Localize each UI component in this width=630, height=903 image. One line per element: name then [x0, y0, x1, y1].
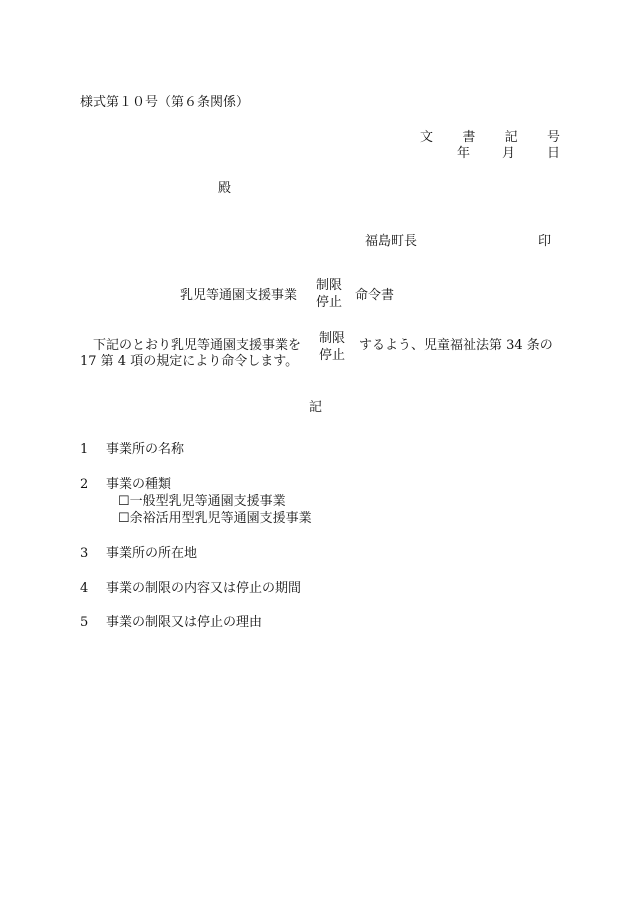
- type-option-general: [118, 493, 286, 510]
- type-option-surplus: [118, 510, 312, 527]
- item-3: [80, 545, 197, 562]
- type-label: 一般型乳児等通園支援事業: [129, 494, 286, 509]
- title-option-stack: [314, 277, 344, 311]
- seal-mark: 印: [538, 234, 552, 249]
- document-number-block: [420, 130, 560, 161]
- addressee-suffix: 殿: [218, 181, 232, 196]
- title-option-restrict: 制限: [315, 278, 342, 293]
- item-4: [80, 580, 301, 597]
- date-month: 月: [501, 146, 515, 161]
- issuer-name: 福島町長: [365, 234, 418, 249]
- date-line: [457, 146, 560, 162]
- body-option-stack: [317, 330, 347, 364]
- body-option-restrict: 制限: [318, 331, 345, 346]
- doc-char-ki: 記: [504, 130, 518, 145]
- title-suffix: 命令書: [355, 288, 395, 303]
- doc-char-sho: 書: [462, 130, 476, 145]
- body-text-part1: 下記のとおり乳児等通園支援事業を: [93, 338, 302, 353]
- document-number-line: [420, 130, 560, 146]
- item-number: 1: [80, 442, 89, 457]
- item-label: 事業の種類: [106, 477, 172, 492]
- item-1: [80, 441, 184, 458]
- type-label: 余裕活用型乳児等通園支援事業: [129, 511, 312, 526]
- doc-char-bun: 文: [420, 130, 434, 145]
- item-label: 事業所の名称: [106, 442, 185, 457]
- item-number: 3: [80, 546, 89, 561]
- item-number: 4: [80, 581, 89, 596]
- date-day: 日: [546, 146, 560, 161]
- item-label: 事業の制限の内容又は停止の期間: [106, 581, 302, 596]
- item-number: 2: [80, 477, 89, 492]
- checkbox-icon: ☐: [118, 494, 130, 509]
- ki-heading: 記: [309, 400, 323, 415]
- checkbox-icon: ☐: [118, 511, 130, 526]
- item-5: [80, 614, 262, 631]
- item-label: 事業の制限又は停止の理由: [106, 615, 263, 630]
- title-option-stop: 停止: [315, 295, 342, 310]
- body-option-stop: 停止: [318, 348, 345, 363]
- form-label: 様式第１０号（第６条関係）: [80, 95, 250, 110]
- title-prefix: 乳児等通園支援事業: [180, 288, 298, 303]
- item-label: 事業所の所在地: [106, 546, 198, 561]
- body-text-line2: 17 第 4 項の規定により命令します。: [80, 354, 299, 369]
- item-2: [80, 476, 171, 493]
- date-year: 年: [457, 146, 471, 161]
- item-number: 5: [80, 615, 89, 630]
- body-text-part2: するよう、児童福祉法第 34 条の: [359, 338, 553, 353]
- doc-char-go: 号: [546, 130, 560, 145]
